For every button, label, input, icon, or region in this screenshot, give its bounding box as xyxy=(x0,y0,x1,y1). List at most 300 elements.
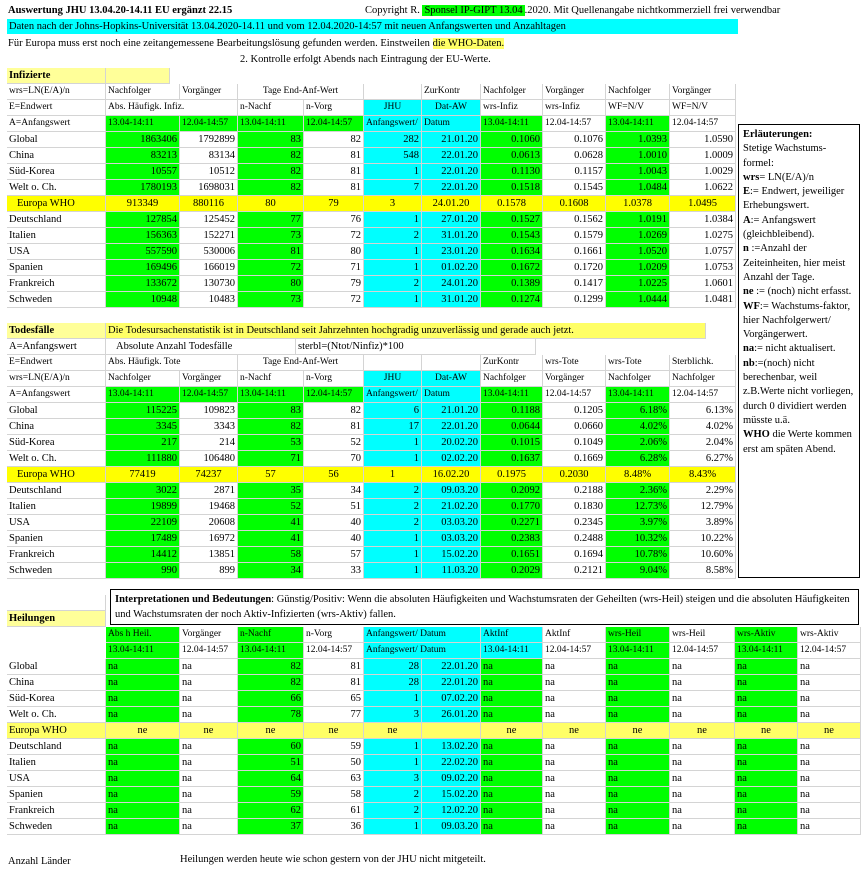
data-cell: 21.01.20 xyxy=(422,403,481,419)
data-cell: 13851 xyxy=(180,547,238,563)
data-cell: 8.43% xyxy=(670,467,736,483)
data-cell: 0.1634 xyxy=(481,244,543,260)
data-cell: na xyxy=(670,787,735,803)
data-cell: 13.02.20 xyxy=(422,739,481,755)
data-cell: na xyxy=(735,771,798,787)
infizierte-header-0-3: Tage End-Anf-Wert xyxy=(238,84,364,100)
data-cell: 4.02% xyxy=(606,419,670,435)
todesfaelle-header-1-9: Nachfolger xyxy=(606,371,670,387)
europe-note-text: Für Europa muss erst noch eine zeitangemessene Bearbeitungslösung gefunden werden. Einstweilen xyxy=(8,38,430,49)
row-label: Frankreich xyxy=(7,276,106,292)
infizierte-header-1-10: WF=N/V xyxy=(670,100,736,116)
data-cell: na xyxy=(180,803,238,819)
data-cell: na xyxy=(543,755,606,771)
data-cell: 8.48% xyxy=(606,467,670,483)
data-cell: 41 xyxy=(238,515,304,531)
data-cell: 72 xyxy=(238,260,304,276)
data-cell: 28 xyxy=(364,659,422,675)
data-cell: 0.2121 xyxy=(543,563,606,579)
data-cell: 548 xyxy=(364,148,422,164)
data-cell: 82 xyxy=(238,180,304,196)
data-cell: 0.1578 xyxy=(481,196,543,212)
data-cell: 1.0601 xyxy=(670,276,736,292)
data-cell: 03.03.20 xyxy=(422,515,481,531)
heil-subheader-7: 13.04-14:11 xyxy=(606,643,670,659)
data-cell: 0.1661 xyxy=(543,244,606,260)
data-cell: 1.0444 xyxy=(606,292,670,308)
data-cell: na xyxy=(735,819,798,835)
infizierte-header-2-10: 12.04-14:57 xyxy=(670,116,736,132)
data-cell: 40 xyxy=(304,515,364,531)
todesfaelle-header-0-6: ZurKontr xyxy=(481,355,543,371)
infizierte-section-title: Infizierte xyxy=(7,68,106,84)
data-cell: 10948 xyxy=(106,292,180,308)
erlaeuterung-10 xyxy=(743,428,855,457)
heil-header-10: wrs-Aktiv xyxy=(798,627,861,643)
data-cell: 0.1694 xyxy=(543,547,606,563)
todesfaelle-header-1-6: Dat-AW xyxy=(422,371,481,387)
data-cell: na xyxy=(735,739,798,755)
data-cell: 282 xyxy=(364,132,422,148)
data-cell: 63 xyxy=(304,771,364,787)
data-cell: ne xyxy=(670,723,735,739)
row-label: Frankreich xyxy=(7,547,106,563)
data-cell: 61 xyxy=(304,803,364,819)
data-cell: na xyxy=(481,819,543,835)
data-cell: 09.03.20 xyxy=(422,483,481,499)
data-cell: 1 xyxy=(364,260,422,276)
data-cell: 2 xyxy=(364,515,422,531)
erlaeuterung-text: :=Anzahl der Zeiteinheiten, hier meist Anzahl der Tage. xyxy=(743,243,846,283)
infizierte-header-1-1: Abs. Häufigk. Infiz. xyxy=(106,100,238,116)
data-source-line: Daten nach der Johns-Hopkins-Universität 13.04.2020-14.11 und vom 12.04.2020-14:57 mit neuen Anfangswerten und Anzahltagen xyxy=(7,19,738,34)
data-cell: 71 xyxy=(238,451,304,467)
data-cell: 1 xyxy=(364,164,422,180)
data-cell: 1.0043 xyxy=(606,164,670,180)
data-cell: 1.0384 xyxy=(670,212,736,228)
todesfaelle-header-1-2: Vorgänger xyxy=(180,371,238,387)
data-cell: na xyxy=(106,691,180,707)
data-cell: 1.0269 xyxy=(606,228,670,244)
data-cell: 4.02% xyxy=(670,419,736,435)
data-cell: 2 xyxy=(364,499,422,515)
erlaeuterung-text: Stetige Wachstums-formel: xyxy=(743,143,827,169)
data-cell: 0.2271 xyxy=(481,515,543,531)
data-cell: na xyxy=(106,755,180,771)
data-cell: 6 xyxy=(364,403,422,419)
erlaeuterung-text: = LN(E/A)/n xyxy=(759,171,814,183)
data-cell: 57 xyxy=(304,547,364,563)
data-cell: na xyxy=(543,819,606,835)
data-cell: 41 xyxy=(238,531,304,547)
row-label: Global xyxy=(7,132,106,148)
data-cell: 111880 xyxy=(106,451,180,467)
heil-subheader-4: Anfangswert/ Datum xyxy=(364,643,481,659)
copyright-prefix: Copyright R. xyxy=(365,5,420,16)
heil-subheader-9: 13.04-14:11 xyxy=(735,643,798,659)
infizierte-header-0-7: Vorgänger xyxy=(543,84,606,100)
data-cell: ne xyxy=(364,723,422,739)
todesfaelle-header-0-3: Tage End-Anf-Wert xyxy=(238,355,364,371)
erlaeuterung-2 xyxy=(743,171,855,185)
erlaeuterung-term: Erläuterungen: xyxy=(743,129,813,140)
erlaeuterung-9 xyxy=(743,357,855,428)
data-cell: 1 xyxy=(364,739,422,755)
data-cell: 52 xyxy=(304,435,364,451)
data-cell: 1 xyxy=(364,819,422,835)
infizierte-header-0-9: Vorgänger xyxy=(670,84,736,100)
row-label: Süd-Korea xyxy=(7,164,106,180)
heil-header-8: wrs-Heil xyxy=(670,627,735,643)
line-a2: Absolute Anzahl Todesfälle xyxy=(106,339,296,355)
data-cell: 81 xyxy=(304,164,364,180)
countries-label: Anzahl Länder xyxy=(8,856,71,867)
data-cell: 2 xyxy=(364,228,422,244)
data-cell: 83 xyxy=(238,132,304,148)
data-cell: 82 xyxy=(304,132,364,148)
data-cell: na xyxy=(543,739,606,755)
data-cell: 0.0660 xyxy=(543,419,606,435)
data-cell: 22.01.20 xyxy=(422,659,481,675)
data-cell: na xyxy=(106,707,180,723)
data-cell: na xyxy=(670,803,735,819)
erlaeuterung-4 xyxy=(743,214,855,243)
data-cell: 1780193 xyxy=(106,180,180,196)
data-cell: 1.0757 xyxy=(670,244,736,260)
data-cell: 1.0009 xyxy=(670,148,736,164)
data-cell: 0.1527 xyxy=(481,212,543,228)
todesfaelle-header-2-4: 12.04-14:57 xyxy=(304,387,364,403)
data-cell: 2 xyxy=(364,276,422,292)
data-cell: 77419 xyxy=(106,467,180,483)
erlaeuterung-term: E xyxy=(743,186,751,198)
data-cell: ne xyxy=(238,723,304,739)
data-cell: na xyxy=(670,771,735,787)
data-cell: 81 xyxy=(304,659,364,675)
data-cell: 81 xyxy=(304,419,364,435)
data-cell: 57 xyxy=(238,467,304,483)
todesfaelle-header-0-9: Sterblichk. xyxy=(670,355,736,371)
todesfaelle-section-title: Todesfälle xyxy=(7,323,106,339)
infizierte-header-0-2: Vorgänger xyxy=(180,84,238,100)
row-label: China xyxy=(7,419,106,435)
data-cell: na xyxy=(735,803,798,819)
data-cell: 03.03.20 xyxy=(422,531,481,547)
data-cell: na xyxy=(180,771,238,787)
infizierte-header-2-8: 12.04-14:57 xyxy=(543,116,606,132)
data-cell: 3343 xyxy=(180,419,238,435)
infizierte-header-2-9: 13.04-14:11 xyxy=(606,116,670,132)
data-cell: na xyxy=(543,803,606,819)
data-cell: 2 xyxy=(364,787,422,803)
data-cell: na xyxy=(106,659,180,675)
data-cell: 0.1770 xyxy=(481,499,543,515)
todesfaelle-header-0-0: E=Endwert xyxy=(7,355,106,371)
data-cell: na xyxy=(543,675,606,691)
erlaeuterung-term: WHO xyxy=(743,429,770,441)
infizierte-header-0-0: wrs=LN(E/A)/n xyxy=(7,84,106,100)
data-cell: 20608 xyxy=(180,515,238,531)
infizierte-header-1-5: JHU xyxy=(364,100,422,116)
data-cell: ne xyxy=(180,723,238,739)
data-cell: na xyxy=(543,771,606,787)
data-cell: 0.0628 xyxy=(543,148,606,164)
interpretation-text: : Günstig/Positiv: Wenn die absoluten Häufigkeiten und Wachstumsraten der Geheilten (wrs-Heil) steigen und die absoluten Häufigkeiten und Wachstumsraten der noch Aktiv-Infizierten (wrs-Aktiv) fallen. xyxy=(115,594,850,620)
heil-header-9: wrs-Aktiv xyxy=(735,627,798,643)
data-cell: 6.18% xyxy=(606,403,670,419)
data-cell: na xyxy=(798,739,861,755)
data-cell: na xyxy=(606,659,670,675)
data-cell: 71 xyxy=(304,260,364,276)
data-cell: 913349 xyxy=(106,196,180,212)
infizierte-header-2-1: 13.04-14:11 xyxy=(106,116,180,132)
data-cell: 0.1562 xyxy=(543,212,606,228)
data-cell: 22.01.20 xyxy=(422,419,481,435)
data-cell: 1 xyxy=(364,563,422,579)
data-cell: 0.1975 xyxy=(481,467,543,483)
data-cell: 1.0393 xyxy=(606,132,670,148)
todesfaelle-note: Die Todesursachenstatistik ist in Deutschland seit Jahrzehnten hochgradig unzuverlässig und gerade auch jetzt. xyxy=(106,323,706,339)
data-cell: 21.01.20 xyxy=(422,132,481,148)
erlaeuterung-term: wrs xyxy=(743,171,760,183)
data-cell: 1 xyxy=(364,755,422,771)
data-cell: 07.02.20 xyxy=(422,691,481,707)
data-cell: 0.2488 xyxy=(543,531,606,547)
data-cell: 80 xyxy=(238,196,304,212)
row-label: Süd-Korea xyxy=(7,691,106,707)
data-cell: 0.1579 xyxy=(543,228,606,244)
data-cell: 1.0622 xyxy=(670,180,736,196)
data-cell: 0.1637 xyxy=(481,451,543,467)
data-cell: 0.1417 xyxy=(543,276,606,292)
erlaeuterung-7 xyxy=(743,300,855,343)
heil-subheader-8: 12.04-14:57 xyxy=(670,643,735,659)
data-cell: 2871 xyxy=(180,483,238,499)
data-cell: na xyxy=(606,771,670,787)
data-cell: 31.01.20 xyxy=(422,292,481,308)
data-cell: 21.02.20 xyxy=(422,499,481,515)
data-cell: na xyxy=(180,739,238,755)
erlaeuterung-term: n xyxy=(743,243,749,255)
interpretation-box xyxy=(110,589,859,625)
data-cell: 24.01.20 xyxy=(422,196,481,212)
data-cell: 22.01.20 xyxy=(422,164,481,180)
data-cell: na xyxy=(798,803,861,819)
data-cell: 56 xyxy=(304,467,364,483)
data-cell: na xyxy=(798,819,861,835)
infizierte-header-0-6: Nachfolger xyxy=(481,84,543,100)
data-cell: 59 xyxy=(304,739,364,755)
data-cell: 0.1157 xyxy=(543,164,606,180)
data-cell: na xyxy=(106,771,180,787)
data-cell: na xyxy=(670,659,735,675)
data-cell: 0.1608 xyxy=(543,196,606,212)
data-cell: 2.29% xyxy=(670,483,736,499)
erlaeuterung-1 xyxy=(743,142,855,171)
data-cell: 1 xyxy=(364,292,422,308)
data-cell: 31.01.20 xyxy=(422,228,481,244)
data-cell: 3.97% xyxy=(606,515,670,531)
row-label: USA xyxy=(7,515,106,531)
data-cell: 0.2345 xyxy=(543,515,606,531)
row-label: Italien xyxy=(7,499,106,515)
data-cell: 17 xyxy=(364,419,422,435)
data-cell: ne xyxy=(543,723,606,739)
todesfaelle-header-1-4: n-Vorg xyxy=(304,371,364,387)
data-cell: 3 xyxy=(364,196,422,212)
data-cell: 1.0275 xyxy=(670,228,736,244)
todesfaelle-header-2-2: 12.04-14:57 xyxy=(180,387,238,403)
data-cell: 2.06% xyxy=(606,435,670,451)
data-cell: 33 xyxy=(304,563,364,579)
data-cell: 74237 xyxy=(180,467,238,483)
data-cell: 3.89% xyxy=(670,515,736,531)
data-cell: 70 xyxy=(304,451,364,467)
data-cell: 880116 xyxy=(180,196,238,212)
data-cell: 0.1188 xyxy=(481,403,543,419)
data-cell: 81 xyxy=(304,675,364,691)
todesfaelle-header-1-5: JHU xyxy=(364,371,422,387)
data-cell: 83213 xyxy=(106,148,180,164)
data-cell: 19468 xyxy=(180,499,238,515)
data-cell: 127854 xyxy=(106,212,180,228)
row-label: Spanien xyxy=(7,531,106,547)
data-cell: 3345 xyxy=(106,419,180,435)
data-cell: 1.0209 xyxy=(606,260,670,276)
data-cell: 125452 xyxy=(180,212,238,228)
row-label: Europa WHO xyxy=(7,196,106,212)
data-cell: 2 xyxy=(364,803,422,819)
data-cell: na xyxy=(180,787,238,803)
data-cell: 0.2092 xyxy=(481,483,543,499)
data-cell: 1.0225 xyxy=(606,276,670,292)
row-label: USA xyxy=(7,771,106,787)
data-cell: 51 xyxy=(238,755,304,771)
data-cell: na xyxy=(798,675,861,691)
todesfaelle-header-2-9: 13.04-14:11 xyxy=(606,387,670,403)
data-cell: 109823 xyxy=(180,403,238,419)
data-cell: 133672 xyxy=(106,276,180,292)
heil-header-4: Anfangswert/ Datum xyxy=(364,627,481,643)
data-cell: na xyxy=(481,659,543,675)
data-cell: 0.1389 xyxy=(481,276,543,292)
data-cell: 62 xyxy=(238,803,304,819)
data-cell: 1.0484 xyxy=(606,180,670,196)
data-cell: 35 xyxy=(238,483,304,499)
row-label: Global xyxy=(7,403,106,419)
data-cell: 76 xyxy=(304,212,364,228)
heil-subheader-0: 13.04-14:11 xyxy=(106,643,180,659)
data-cell: 22.02.20 xyxy=(422,755,481,771)
erlaeuterung-0 xyxy=(743,128,855,142)
data-cell: 66 xyxy=(238,691,304,707)
todesfaelle-header-2-5: Anfangswert/ xyxy=(364,387,422,403)
data-cell: 0.1672 xyxy=(481,260,543,276)
data-cell: 58 xyxy=(238,547,304,563)
data-cell: 10512 xyxy=(180,164,238,180)
data-cell: na xyxy=(481,675,543,691)
data-cell: 1.0520 xyxy=(606,244,670,260)
data-cell: na xyxy=(180,707,238,723)
data-cell: 81 xyxy=(238,244,304,260)
data-cell: 82 xyxy=(238,659,304,675)
data-cell: 23.01.20 xyxy=(422,244,481,260)
row-label: Welt o. Ch. xyxy=(7,451,106,467)
data-cell: 1 xyxy=(364,531,422,547)
data-cell: 02.02.20 xyxy=(422,451,481,467)
data-cell: na xyxy=(106,819,180,835)
data-cell: na xyxy=(180,691,238,707)
todesfaelle-header-1-0: wrs=LN(E/A)/n xyxy=(7,371,106,387)
row-label: Welt o. Ch. xyxy=(7,180,106,196)
infizierte-header-2-5: Anfangswert/ xyxy=(364,116,422,132)
data-cell: na xyxy=(606,739,670,755)
row-label: Spanien xyxy=(7,260,106,276)
data-cell: 10483 xyxy=(180,292,238,308)
data-cell: 79 xyxy=(304,196,364,212)
copyright-highlight: Sponsel IP-GIPT 13.04 xyxy=(424,5,523,16)
data-cell: 24.01.20 xyxy=(422,276,481,292)
data-cell: 0.1830 xyxy=(543,499,606,515)
data-cell: na xyxy=(670,819,735,835)
data-cell: 0.1543 xyxy=(481,228,543,244)
heil-header-0: Abs h Heil. xyxy=(106,627,180,643)
data-cell: 10.60% xyxy=(670,547,736,563)
erlaeuterung-text: := nicht aktualisert. xyxy=(754,343,836,355)
infizierte-header-2-7: 13.04-14:11 xyxy=(481,116,543,132)
infizierte-header-1-8: wrs-Infiz xyxy=(543,100,606,116)
row-label: Frankreich xyxy=(7,803,106,819)
data-cell: 214 xyxy=(180,435,238,451)
heil-subheader-10: 12.04-14:57 xyxy=(798,643,861,659)
data-cell: 1.0029 xyxy=(670,164,736,180)
data-cell: na xyxy=(543,659,606,675)
erlaeuterung-text: := Anfangswert (gleichbleibend). xyxy=(743,214,816,241)
erlaeuterung-text: := Endwert, jeweiliger Erhebungswert. xyxy=(743,186,845,212)
data-cell: 156363 xyxy=(106,228,180,244)
data-cell: 12.79% xyxy=(670,499,736,515)
data-cell: 64 xyxy=(238,771,304,787)
erlaeuterung-term: nb xyxy=(743,357,755,369)
data-cell: 15.02.20 xyxy=(422,547,481,563)
data-cell: na xyxy=(106,803,180,819)
data-cell: na xyxy=(735,707,798,723)
data-cell: 10.22% xyxy=(670,531,736,547)
erlaeuterung-term: A xyxy=(743,214,751,226)
data-cell: 6.27% xyxy=(670,451,736,467)
data-cell: 17489 xyxy=(106,531,180,547)
row-label: Schweden xyxy=(7,292,106,308)
data-cell: 27.01.20 xyxy=(422,212,481,228)
data-cell: na xyxy=(481,771,543,787)
data-cell: na xyxy=(180,675,238,691)
infizierte-title-fill xyxy=(106,68,170,84)
data-cell: 22109 xyxy=(106,515,180,531)
data-cell: na xyxy=(606,819,670,835)
data-cell: 1863406 xyxy=(106,132,180,148)
data-cell: 1792899 xyxy=(180,132,238,148)
data-cell: 1.0495 xyxy=(670,196,736,212)
data-cell: 166019 xyxy=(180,260,238,276)
control-note: 2. Kontrolle erfolgt Abends nach Eintragung der EU-Werte. xyxy=(240,54,491,65)
data-cell: 72 xyxy=(304,292,364,308)
heil-header-2: n-Nachf xyxy=(238,627,304,643)
data-cell: 81 xyxy=(304,180,364,196)
data-cell: na xyxy=(606,675,670,691)
data-cell: na xyxy=(180,659,238,675)
data-cell: 65 xyxy=(304,691,364,707)
data-cell: 09.02.20 xyxy=(422,771,481,787)
